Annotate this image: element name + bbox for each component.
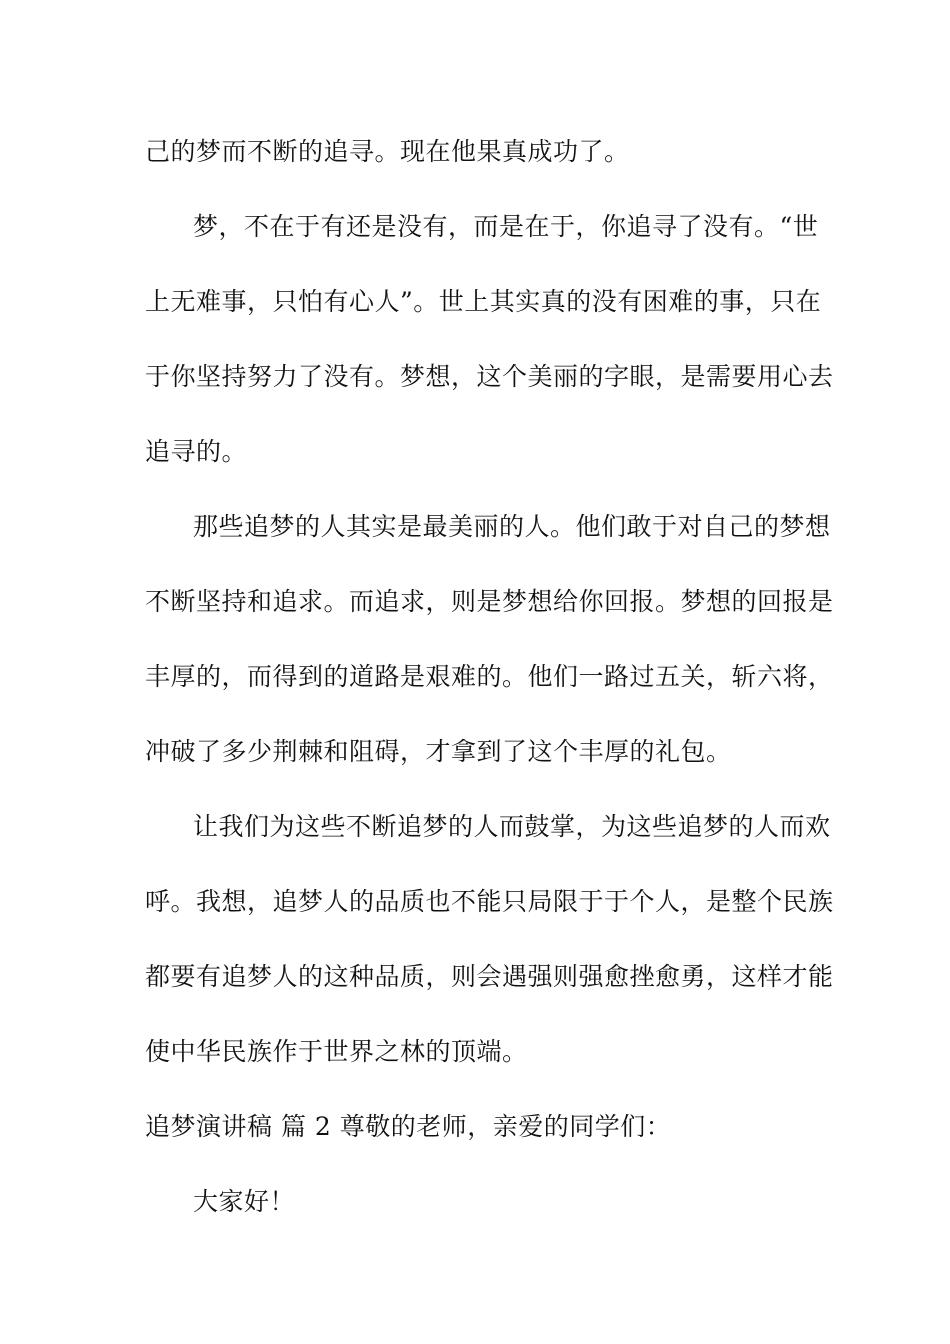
paragraph-line: 呼。我想，追梦人的品质也不能只局限于于个人，是整个民族 [145,887,834,916]
paragraph-line: 让我们为这些不断追梦的人而鼓掌，为这些追梦的人而欢 [193,812,831,841]
paragraph-line: 于你坚持努力了没有。梦想，这个美丽的字眼，是需要用心去 [145,362,834,391]
paragraph-line: 梦，不在于有还是没有，而是在于，你追寻了没有。“世 [193,212,819,241]
paragraph-line: 冲破了多少荆棘和阻碍，才拿到了这个丰厚的礼包。 [145,737,732,766]
section-heading: 追梦演讲稿 篇 2 尊敬的老师，亲爱的同学们： [145,1112,672,1141]
paragraph-line: 不断坚持和追求。而追求，则是梦想给你回报。梦想的回报是 [145,587,834,616]
paragraph-line: 使中华民族作于世界之林的顶端。 [145,1037,528,1066]
paragraph-line: 上无难事，只怕有心人”。世上其实真的没有困难的事，只在 [145,287,822,316]
paragraph-line: 追寻的。 [145,437,248,466]
paragraph-line: 大家好！ [193,1187,296,1216]
paragraph-line: 那些追梦的人其实是最美丽的人。他们敢于对自己的梦想 [193,512,831,541]
paragraph-line: 都要有追梦人的这种品质，则会遇强则强愈挫愈勇，这样才能 [145,962,834,991]
paragraph-line: 丰厚的，而得到的道路是艰难的。他们一路过五关，斩六将， [145,662,834,691]
paragraph-line: 己的梦而不断的追寻。现在他果真成功了。 [145,137,630,166]
